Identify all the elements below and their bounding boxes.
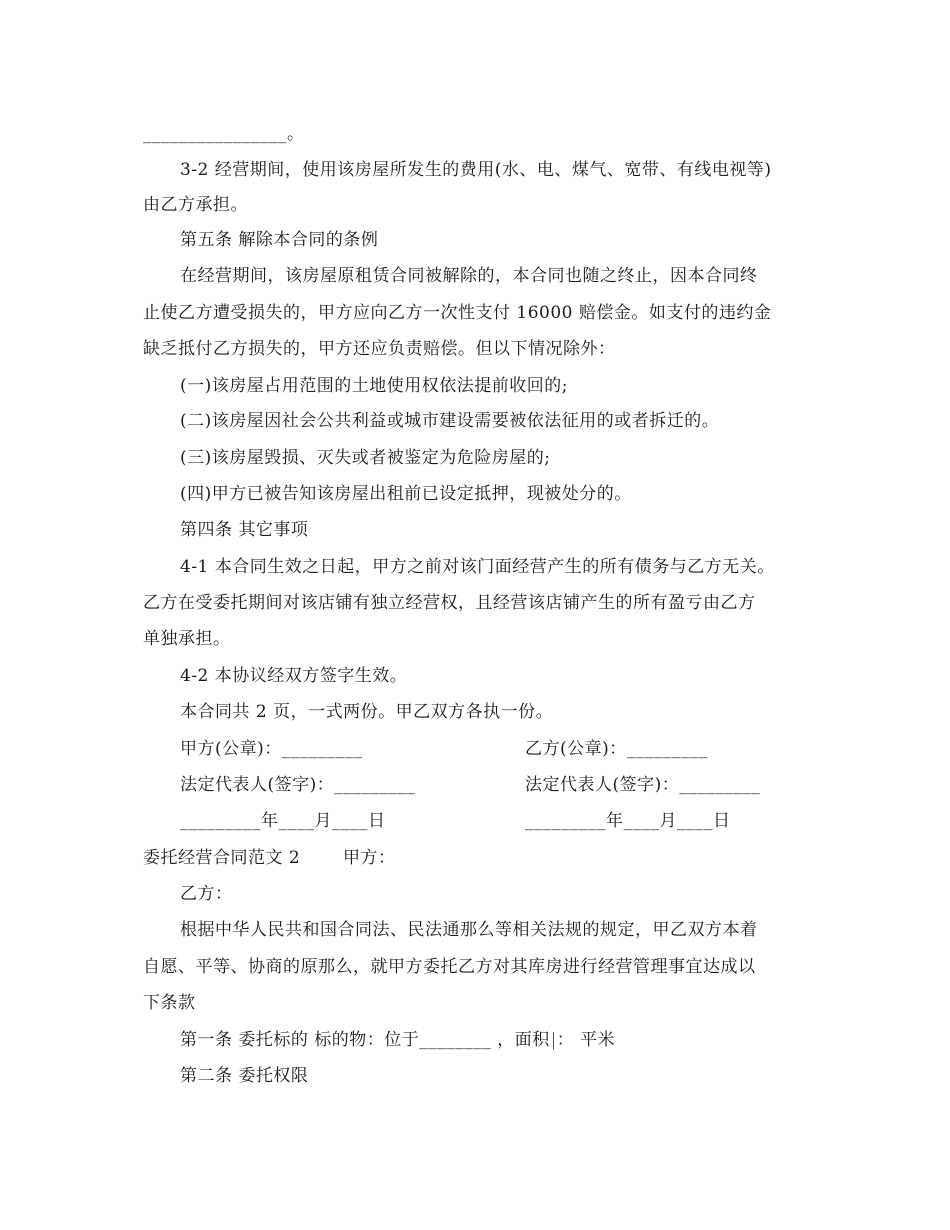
blank-fill-line: ________________。 xyxy=(143,124,305,144)
sample-2-intro-line-2: 自愿、平等、协商的原那么，就甲方委托乙方对其库房进行经营管理事宜达成以 xyxy=(143,957,756,977)
sample-2-article-2-title: 第二条 委托权限 xyxy=(180,1066,309,1086)
sample-2-party-a: 甲方： xyxy=(343,848,396,868)
sample-2-party-b: 乙方： xyxy=(180,884,233,904)
clause-4-1-line-1: 4-1 本合同生效之日起，甲方之前对该门面经营产生的所有债务与乙方无关。 xyxy=(180,557,775,577)
exception-item-2: (二)该房屋因社会公共利益或城市建设需要被依法征用的或者拆迁的。 xyxy=(180,411,720,431)
article-1-text-after-cursor: ： 平米 xyxy=(556,1030,616,1050)
party-a-seal-field: 甲方(公章)：_________ xyxy=(180,739,363,759)
article-4-title: 第四条 其它事项 xyxy=(180,520,309,540)
exception-item-4: (四)甲方已被告知该房屋出租前已设定抵押，现被处分的。 xyxy=(180,484,632,504)
exception-item-1: (一)该房屋占用范围的土地使用权依法提前收回的; xyxy=(180,376,568,396)
party-b-seal-field: 乙方(公章)：_________ xyxy=(525,739,708,759)
clause-3-2-line-2: 由乙方承担。 xyxy=(143,195,248,215)
article-5-para-line-1: 在经营期间，该房屋原租赁合同被解除的，本合同也随之终止，因本合同终 xyxy=(180,266,758,286)
copies-statement: 本合同共 2 页，一式两份。甲乙双方各执一份。 xyxy=(180,702,554,722)
party-a-date-field: _________年____月____日 xyxy=(180,811,386,831)
clause-4-1-line-3: 单独承担。 xyxy=(143,629,231,649)
party-b-representative-field: 法定代表人(签字)：_________ xyxy=(525,775,761,795)
clause-4-1-line-2: 乙方在受委托期间对该店铺有独立经营权，且经营该店铺产生的所有盈亏由乙方 xyxy=(143,593,756,613)
sample-2-title: 委托经营合同范文 2 xyxy=(143,848,301,868)
party-b-date-field: _________年____月____日 xyxy=(525,811,731,831)
article-5-para-line-2: 止使乙方遭受损失的，甲方应向乙方一次性支付 16000 赔偿金。如支付的违约金 xyxy=(143,303,772,323)
sample-2-intro-line-3: 下条款 xyxy=(143,993,196,1013)
article-5-para-line-3: 缺乏抵付乙方损失的，甲方还应负责赔偿。但以下情况除外： xyxy=(143,339,616,359)
exception-item-3: (三)该房屋毁损、灭失或者被鉴定为危险房屋的; xyxy=(180,448,551,468)
text-cursor xyxy=(553,1032,554,1050)
article-5-title: 第五条 解除本合同的条例 xyxy=(180,230,379,250)
clause-3-2-line-1: 3-2 经营期间，使用该房屋所发生的费用(水、电、煤气、宽带、有线电视等) xyxy=(180,160,772,180)
clause-4-2: 4-2 本协议经双方签字生效。 xyxy=(180,666,408,686)
sample-2-article-1 xyxy=(180,1030,615,1050)
party-a-representative-field: 法定代表人(签字)：_________ xyxy=(180,775,416,795)
sample-2-intro-line-1: 根据中华人民共和国合同法、民法通那么等相关法规的规定，甲乙双方本着 xyxy=(180,920,758,940)
article-1-text-before-cursor: 第一条 委托标的 标的物：位于________ ，面积 xyxy=(180,1030,550,1050)
